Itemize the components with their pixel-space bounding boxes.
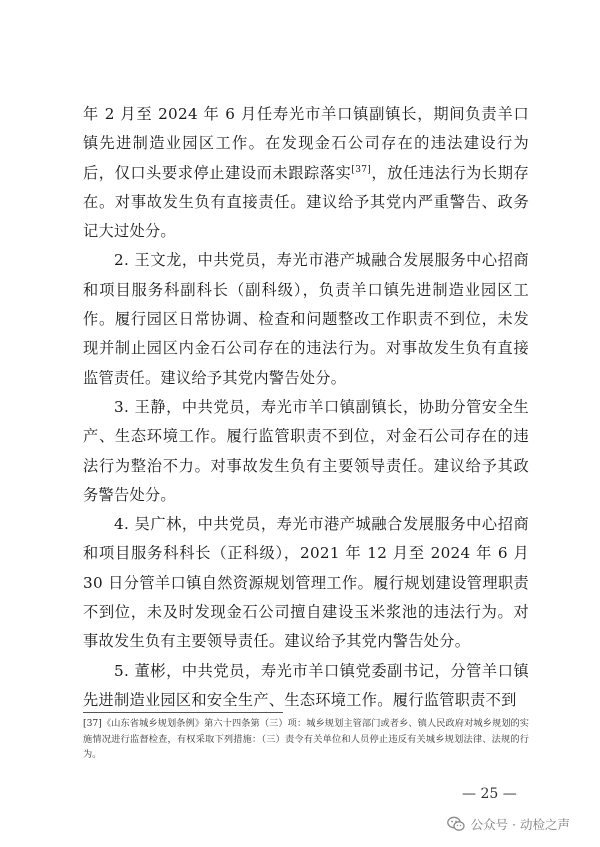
footnote: [37]《山东省城乡规划条例》第六十四条第（三）项：城乡规划主管部门或者乡、镇人民政府对城乡规划的实施情况进行监督检查，有权采取下列措施：（三）责令有关单位和人员停止违反有关城乡规划法律、法规的行为。: [83, 718, 529, 760]
paragraph-4: 4. 吴广林，中共党员，寿光市港产城融合发展服务中心招商和项目服务科科长（正科级），2021 年 12 月至 2024 年 6 月 30 日分管羊口镇自然资源规划管理工作。履行规划建设管理职责不到位，未及时发现金石公司擅自建设玉米浆池的违法行为。对事故发生负有主要领导责任。建议给予其党内警告处分。: [83, 515, 529, 651]
page-number: — 25 —: [462, 786, 517, 802]
footnote-reference[interactable]: [37]: [351, 164, 372, 175]
watermark: [447, 815, 570, 833]
wechat-official-account-icon: [447, 816, 465, 832]
paragraph-1: [83, 100, 529, 246]
paragraph-text: ，放任违法行为长期存在。对事故发生负有直接责任。建议给予其党内严重警告、政务记大过处分。: [83, 163, 529, 241]
document-body: [83, 100, 529, 715]
paragraph-2: 2. 王文龙，中共党员，寿光市港产城融合发展服务中心招商和项目服务科副科长（副科级），负责羊口镇先进制造业园区工作。履行园区日常协调、检查和问题整改工作职责不到位，未发现并制止园区内金石公司存在的违法行为。对事故发生负有直接监管责任。建议给予其党内警告处分。: [83, 251, 529, 387]
paragraph-5: 5. 董彬，中共党员，寿光市羊口镇党委副书记，分管羊口镇先进制造业园区和安全生产、生态环境工作。履行监管职责不到: [83, 661, 529, 709]
paragraph-text: 年 2 月至 2024 年 6 月任寿光市羊口镇副镇长，期间负责羊口镇先进制造业园区工作。在发现金石公司存在的违法建设行为后，仅口头要求停止建设而未跟踪落实: [83, 105, 529, 182]
watermark-text: 公众号 · 动检之声: [470, 817, 570, 832]
paragraph-3: 3. 王静，中共党员，寿光市羊口镇副镇长，协助分管安全生产、生态环境工作。履行监管职责不到位，对金石公司存在的违法行为整治不力。对事故发生负有主要领导责任。建议给予其政务警告处分。: [83, 397, 529, 504]
footnote-divider: [83, 712, 283, 713]
